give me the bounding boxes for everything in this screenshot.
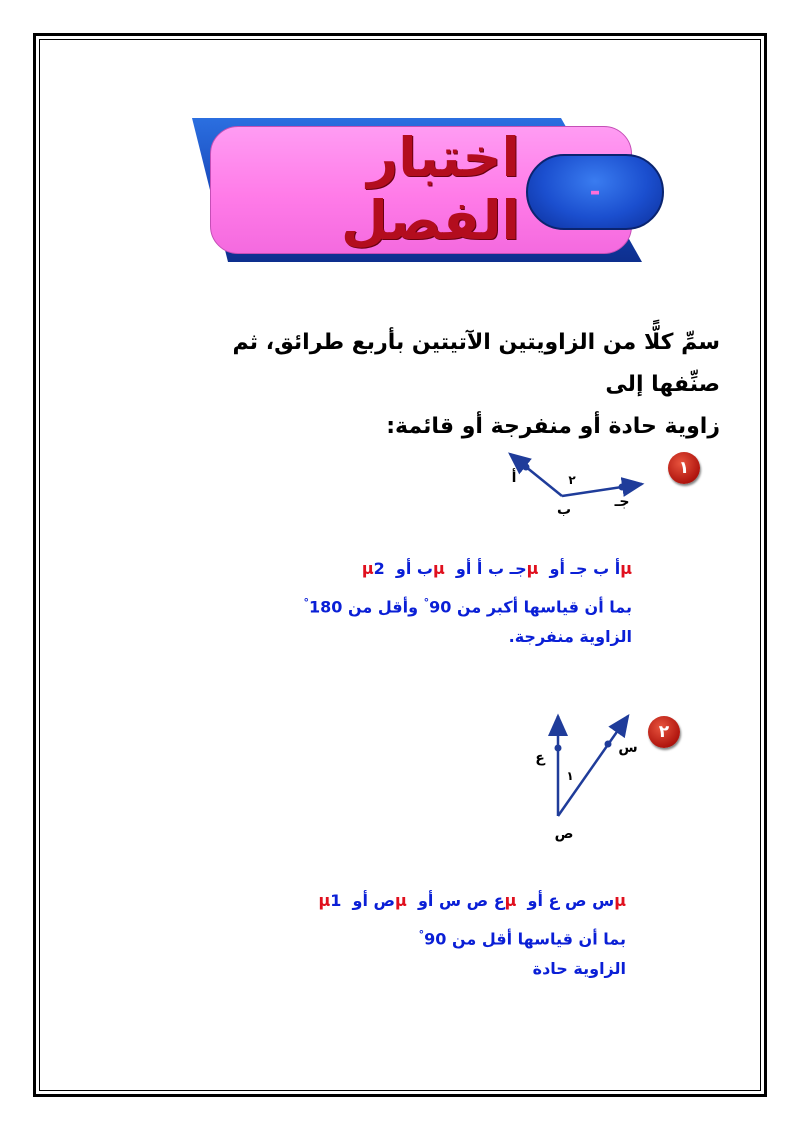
answer-2-name-d: 1 <box>330 891 342 910</box>
problem-2-answer <box>318 884 626 986</box>
instruction-text <box>200 322 720 448</box>
degree-symbol: ° <box>418 928 425 941</box>
angle-symbol: µ <box>620 559 632 578</box>
answer-1-reason <box>303 586 632 620</box>
banner-pill-mark: - <box>589 177 601 207</box>
answer-1-name-a: أ ب جـ أو <box>549 559 621 578</box>
angle-symbol: µ <box>432 559 445 578</box>
label-b: ب <box>556 502 572 518</box>
answer-1-names <box>303 552 632 586</box>
angle-label-1: ١ <box>566 769 574 783</box>
answer-2-name-c: ص أو <box>352 891 396 910</box>
reason-prefix: بما أن قياسها أقل من <box>451 929 626 949</box>
answer-2-name-b: ع ص س أو <box>417 891 505 910</box>
point-a <box>523 464 530 471</box>
answer-1-name-c: ب أو <box>395 559 433 578</box>
ray-ps <box>558 716 628 816</box>
angle-symbol: µ <box>526 559 539 578</box>
angle-symbol: µ <box>318 891 331 910</box>
reason-value-180: 180 <box>308 597 343 617</box>
angle-symbol: µ <box>361 559 374 578</box>
angle-symbol: µ <box>504 891 517 910</box>
answer-1-name-d: 2 <box>373 559 385 578</box>
point-s <box>605 741 612 748</box>
problem-1-number-badge: ١ <box>668 452 700 484</box>
angle-symbol: µ <box>614 891 626 910</box>
reason-value-90: 90 <box>429 597 452 617</box>
problem-1-angle-diagram <box>496 440 656 520</box>
label-e: ع <box>535 750 545 766</box>
degree-symbol: ° <box>423 596 430 609</box>
banner-pill-icon <box>526 154 664 230</box>
label-c: جـ <box>614 494 630 510</box>
angle-label-2: ٢ <box>568 473 576 487</box>
point-c <box>619 484 626 491</box>
problem-2-number-badge: ٢ <box>648 716 680 748</box>
point-e <box>555 745 562 752</box>
answer-2-reason <box>318 918 626 952</box>
reason-mid: وأقل من <box>347 597 419 617</box>
problem-2-angle-diagram <box>526 706 646 846</box>
label-a: أ <box>511 470 517 486</box>
banner-title: اختبار الفصل <box>340 126 520 252</box>
answer-1-name-b: جـ ب أ أو <box>455 559 527 578</box>
instruction-line-2: زاوية حادة أو منفرجة أو قائمة: <box>386 414 720 439</box>
reason-prefix: بما أن قياسها أكبر من <box>456 597 632 617</box>
label-s: س <box>618 740 638 756</box>
problem-1-answer <box>303 552 632 654</box>
answer-2-conclusion: الزاوية حادة <box>532 959 626 978</box>
answer-1-conclusion: الزاوية منفرجة. <box>508 627 632 646</box>
ray-ba <box>510 454 562 496</box>
answer-2-name-a: س ص ع أو <box>527 891 615 910</box>
angle-symbol: µ <box>395 891 407 910</box>
answer-2-names <box>318 884 626 918</box>
degree-symbol: ° <box>303 596 309 609</box>
instruction-line-1: سمِّ كلًّا من الزاويتين الآتيتين بأربع طرائق، ثم صنِّفها إلى <box>232 330 720 397</box>
label-p: ص <box>554 826 574 842</box>
chapter-test-banner <box>186 112 666 268</box>
reason-value-90: 90 <box>424 929 447 949</box>
